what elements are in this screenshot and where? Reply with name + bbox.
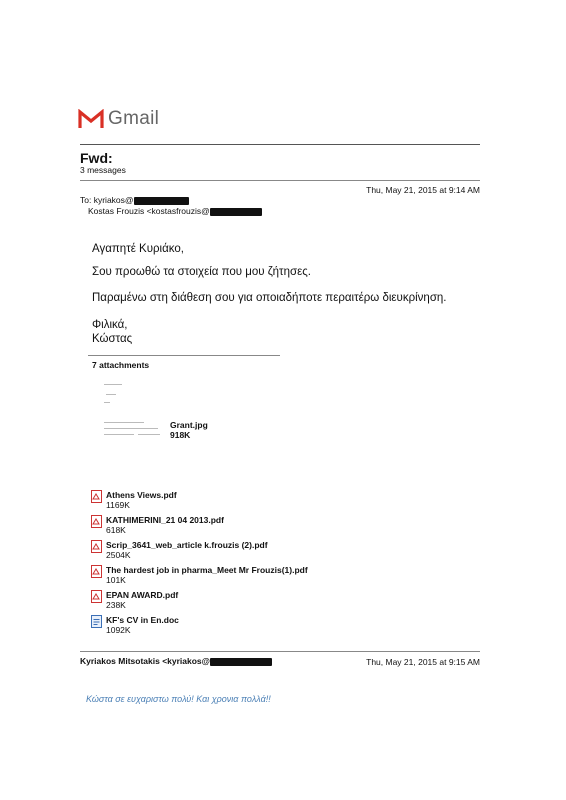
- body-line-2: Παραμένω στη διάθεση σου για οποιαδήποτε περαιτέρω διευκρίνηση.: [92, 292, 447, 304]
- attachment-size: 918K: [170, 430, 191, 440]
- attachment-size: 1092K: [106, 625, 131, 635]
- redaction-bar: [134, 197, 189, 205]
- attachment-size: 1169K: [106, 500, 130, 510]
- attachment-item[interactable]: [91, 590, 178, 610]
- attachment-name: Scrip_3641_web_article k.frouzis (2).pdf: [106, 540, 268, 550]
- redaction-bar: [210, 208, 262, 216]
- cc-line: [80, 206, 262, 217]
- attachments-header: 7 attachments: [92, 360, 150, 370]
- signature: Κώστας: [92, 333, 133, 345]
- attachment-name: EPAN AWARD.pdf: [106, 590, 179, 600]
- image-attachment[interactable]: [170, 420, 208, 440]
- message-date: Thu, May 21, 2015 at 9:15 AM: [366, 657, 480, 667]
- attachment-size: 238K: [106, 600, 126, 610]
- body-line-1: Σου προωθώ τα στοιχεία που μου ζήτησες.: [92, 266, 311, 278]
- pdf-icon: [91, 490, 102, 503]
- attachment-item[interactable]: [91, 615, 179, 635]
- attachment-size: 2504K: [106, 550, 131, 560]
- attachment-name: KATHIMERINI_21 04 2013.pdf: [106, 515, 224, 525]
- to-recipient[interactable]: kyriakos@: [93, 195, 134, 205]
- attachment-item[interactable]: [91, 565, 308, 585]
- reply-text: Κώστα σε ευχαριστω πολύ! Και χρονια πολλά!!: [86, 694, 271, 704]
- gmail-m-icon: [78, 109, 104, 129]
- attachment-size: 101K: [106, 575, 126, 585]
- gmail-wordmark: Gmail: [108, 108, 160, 129]
- greeting: Αγαπητέ Κυριάκο,: [92, 243, 184, 255]
- header-divider: [80, 144, 480, 145]
- redaction-bar: [210, 658, 272, 666]
- message-divider: [80, 651, 480, 652]
- pdf-icon: [91, 515, 102, 528]
- message-count: 3 messages: [80, 165, 126, 175]
- sender-name[interactable]: Kyriakos Mitsotakis <kyriakos@: [80, 656, 210, 666]
- thread-subject: Fwd:: [80, 150, 113, 166]
- closing: Φιλικά,: [92, 319, 128, 331]
- attachment-item[interactable]: [91, 490, 177, 510]
- gmail-logo: [78, 108, 159, 130]
- attachments-divider: [88, 355, 280, 356]
- attachment-item[interactable]: [91, 540, 268, 560]
- pdf-icon: [91, 565, 102, 578]
- message-date: Thu, May 21, 2015 at 9:14 AM: [366, 185, 480, 195]
- attachment-name: Grant.jpg: [170, 420, 208, 430]
- message-divider: [80, 180, 480, 181]
- pdf-icon: [91, 590, 102, 603]
- attachment-item[interactable]: [91, 515, 224, 535]
- attachment-name: The hardest job in pharma_Meet Mr Frouzis(1).pdf: [106, 565, 308, 575]
- cc-recipient[interactable]: Kostas Frouzis <kostasfrouzis@: [88, 206, 210, 216]
- to-line: [80, 195, 262, 206]
- pdf-icon: [91, 540, 102, 553]
- recipients: [80, 195, 262, 217]
- sender-line: [80, 656, 272, 666]
- image-thumbnail[interactable]: [104, 382, 164, 442]
- doc-icon: [91, 615, 102, 628]
- to-label: To:: [80, 195, 92, 205]
- attachment-size: 618K: [106, 525, 126, 535]
- attachment-name: Athens Views.pdf: [106, 490, 177, 500]
- attachment-name: KF's CV in En.doc: [106, 615, 179, 625]
